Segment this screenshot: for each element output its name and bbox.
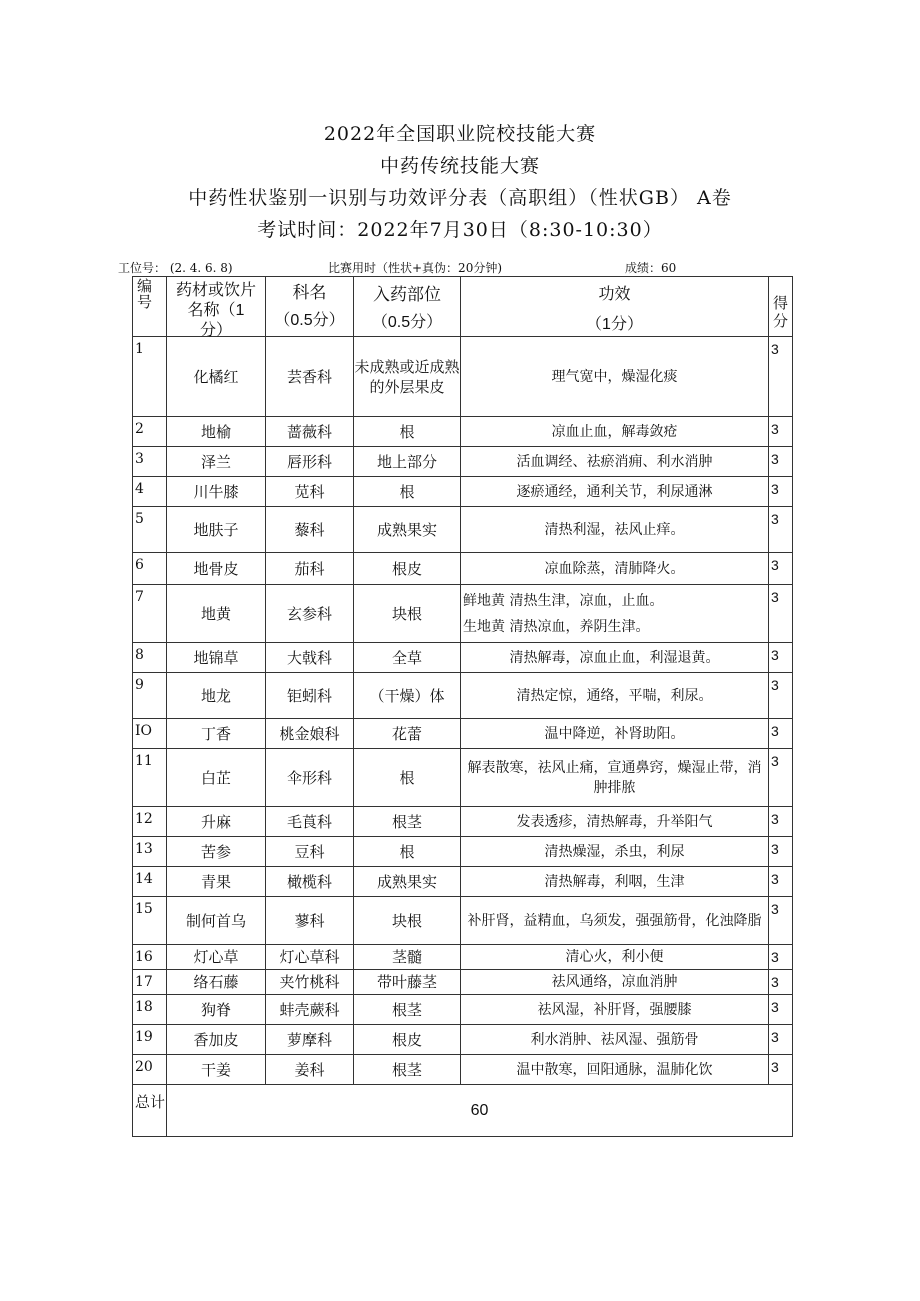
row-name: 香加皮 bbox=[167, 1025, 266, 1055]
row-score: 3 bbox=[769, 970, 793, 995]
row-effect-line: 温中降逆，补肾助阳。 bbox=[544, 725, 685, 742]
row-part: 块根 bbox=[354, 897, 461, 945]
table-row bbox=[133, 553, 793, 585]
row-score: 3 bbox=[769, 995, 793, 1025]
row-score: 3 bbox=[769, 749, 793, 807]
row-number: 15 bbox=[133, 897, 167, 945]
row-name: 制何首乌 bbox=[167, 897, 266, 945]
row-family: 橄榄科 bbox=[266, 867, 354, 897]
row-number: 12 bbox=[133, 807, 167, 837]
row-family: 萝摩科 bbox=[266, 1025, 354, 1055]
row-name: 川牛膝 bbox=[167, 477, 266, 507]
row-score: 3 bbox=[769, 477, 793, 507]
row-effect bbox=[461, 970, 769, 995]
table-row bbox=[133, 447, 793, 477]
total-label: 总计 bbox=[133, 1085, 167, 1137]
row-number: 6 bbox=[133, 553, 167, 585]
row-family: 大戟科 bbox=[266, 643, 354, 673]
row-part: 茎髓 bbox=[354, 945, 461, 970]
row-effect bbox=[461, 867, 769, 897]
row-number: 13 bbox=[133, 837, 167, 867]
row-effect-line: 解表散寒，祛风止痛，宣通鼻窍，燥湿止带，消肿排脓 bbox=[467, 759, 762, 796]
row-score: 3 bbox=[769, 417, 793, 447]
row-family: 玄参科 bbox=[266, 585, 354, 643]
row-effect bbox=[461, 585, 769, 643]
row-effect-line: 清热解毒，利咽，生津 bbox=[544, 873, 685, 890]
total-row bbox=[133, 1085, 793, 1137]
table-row bbox=[133, 719, 793, 749]
row-score: 3 bbox=[769, 867, 793, 897]
row-effect bbox=[461, 807, 769, 837]
competition-time: 比赛用时（性状+真伪：20分钟) bbox=[328, 261, 503, 275]
table-row bbox=[133, 337, 793, 417]
header-part: 入药部位 （0.5分） bbox=[354, 277, 461, 337]
row-number: IO bbox=[133, 719, 167, 749]
row-number: 16 bbox=[133, 945, 167, 970]
row-family: 桃金娘科 bbox=[266, 719, 354, 749]
table-row bbox=[133, 1055, 793, 1085]
row-part: 根皮 bbox=[354, 553, 461, 585]
row-score: 3 bbox=[769, 1055, 793, 1085]
row-family: 夹竹桃科 bbox=[266, 970, 354, 995]
row-name: 苦参 bbox=[167, 837, 266, 867]
row-score: 3 bbox=[769, 585, 793, 643]
title-competition: 2022年全国职业院校技能大赛 bbox=[323, 123, 597, 145]
row-effect bbox=[461, 507, 769, 553]
row-family: 蚌壳蕨科 bbox=[266, 995, 354, 1025]
row-effect-line: 发表透疹，清热解毒，升举阳气 bbox=[516, 813, 713, 830]
row-score: 3 bbox=[769, 643, 793, 673]
row-name: 地龙 bbox=[167, 673, 266, 719]
table-row bbox=[133, 945, 793, 970]
row-part: 根茎 bbox=[354, 1055, 461, 1085]
row-name: 地肤子 bbox=[167, 507, 266, 553]
table-row bbox=[133, 673, 793, 719]
row-effect bbox=[461, 553, 769, 585]
row-effect bbox=[461, 1055, 769, 1085]
row-part: 成熟果实 bbox=[354, 507, 461, 553]
row-effect bbox=[461, 719, 769, 749]
row-score: 3 bbox=[769, 673, 793, 719]
table-row bbox=[133, 867, 793, 897]
row-effect-line: 鲜地黄 清热生津，凉血，止血。 bbox=[463, 592, 664, 609]
row-name: 泽兰 bbox=[167, 447, 266, 477]
row-family: 伞形科 bbox=[266, 749, 354, 807]
row-score: 3 bbox=[769, 553, 793, 585]
row-effect-line: 祛风湿，补肝肾，强腰膝 bbox=[537, 1001, 692, 1018]
table-row bbox=[133, 417, 793, 447]
row-effect-line: 温中散寒，回阳通脉，温肺化饮 bbox=[516, 1061, 713, 1078]
scoring-table bbox=[132, 276, 793, 1137]
row-name: 青果 bbox=[167, 867, 266, 897]
row-effect bbox=[461, 1025, 769, 1055]
header-family: 科名 （0.5分） bbox=[266, 277, 354, 337]
row-effect-line: 生地黄 清热凉血，养阴生津。 bbox=[463, 618, 650, 635]
row-number: 2 bbox=[133, 417, 167, 447]
row-name: 地黄 bbox=[167, 585, 266, 643]
table-row bbox=[133, 749, 793, 807]
row-effect-line: 清心火，利小便 bbox=[565, 949, 664, 965]
row-effect-line: 清热解毒，凉血止血，利湿退黄。 bbox=[509, 649, 720, 666]
row-effect-line: 凉血除蒸，清肺降火。 bbox=[544, 560, 685, 577]
row-effect bbox=[461, 417, 769, 447]
row-name: 灯心草 bbox=[167, 945, 266, 970]
row-score: 3 bbox=[769, 897, 793, 945]
header-effect: 功效 （1分） bbox=[461, 277, 769, 337]
row-family: 钜蚓科 bbox=[266, 673, 354, 719]
row-name: 地榆 bbox=[167, 417, 266, 447]
table-row bbox=[133, 477, 793, 507]
row-family: 灯心草科 bbox=[266, 945, 354, 970]
header-score: 得分 bbox=[769, 277, 793, 337]
row-name: 化橘红 bbox=[167, 337, 266, 417]
row-part: 全草 bbox=[354, 643, 461, 673]
document-titles bbox=[0, 118, 920, 246]
row-family: 芸香科 bbox=[266, 337, 354, 417]
row-number: 7 bbox=[133, 585, 167, 643]
row-effect-line: 祛风通络，凉血消肿 bbox=[551, 974, 678, 990]
row-family: 茄科 bbox=[266, 553, 354, 585]
row-effect-line: 凉血止血，解毒敛疮 bbox=[551, 423, 678, 440]
row-number: 8 bbox=[133, 643, 167, 673]
row-effect-line: 逐瘀通经，通利关节，利尿通淋 bbox=[516, 483, 713, 500]
row-family: 唇形科 bbox=[266, 447, 354, 477]
row-name: 狗脊 bbox=[167, 995, 266, 1025]
row-family: 苋科 bbox=[266, 477, 354, 507]
row-score: 3 bbox=[769, 337, 793, 417]
table-row bbox=[133, 643, 793, 673]
row-effect bbox=[461, 337, 769, 417]
row-part: 根茎 bbox=[354, 807, 461, 837]
row-family: 毛莨科 bbox=[266, 807, 354, 837]
row-score: 3 bbox=[769, 807, 793, 837]
row-name: 白芷 bbox=[167, 749, 266, 807]
row-effect bbox=[461, 447, 769, 477]
row-name: 地骨皮 bbox=[167, 553, 266, 585]
row-name: 丁香 bbox=[167, 719, 266, 749]
row-part: 根 bbox=[354, 417, 461, 447]
row-effect bbox=[461, 995, 769, 1025]
row-score: 3 bbox=[769, 447, 793, 477]
table-row bbox=[133, 970, 793, 995]
row-family: 蓼科 bbox=[266, 897, 354, 945]
row-part: 成熟果实 bbox=[354, 867, 461, 897]
row-score: 3 bbox=[769, 507, 793, 553]
row-part: 根茎 bbox=[354, 995, 461, 1025]
table-row bbox=[133, 897, 793, 945]
row-part: 根皮 bbox=[354, 1025, 461, 1055]
row-number: 5 bbox=[133, 507, 167, 553]
row-score: 3 bbox=[769, 945, 793, 970]
total-value: 60 bbox=[167, 1085, 793, 1137]
row-family: 蔷薇科 bbox=[266, 417, 354, 447]
header-number: 编号 bbox=[133, 277, 167, 337]
row-part: 根 bbox=[354, 837, 461, 867]
row-number: 18 bbox=[133, 995, 167, 1025]
title-exam-time: 考试时间：2022年7月30日（8:30-10:30） bbox=[257, 219, 663, 241]
row-number: 20 bbox=[133, 1055, 167, 1085]
row-number: 9 bbox=[133, 673, 167, 719]
row-name: 升麻 bbox=[167, 807, 266, 837]
row-number: 14 bbox=[133, 867, 167, 897]
row-score: 3 bbox=[769, 837, 793, 867]
row-family: 藜科 bbox=[266, 507, 354, 553]
row-part: 地上部分 bbox=[354, 447, 461, 477]
row-effect-line: 清热燥湿，杀虫，利尿 bbox=[544, 843, 685, 860]
row-effect-line: 活血调经、祛瘀消痈、利水消肿 bbox=[516, 453, 713, 470]
row-part: 花蕾 bbox=[354, 719, 461, 749]
row-effect-line: 利水消肿、祛风湿、强筋骨 bbox=[530, 1031, 699, 1048]
row-part: （干燥）体 bbox=[354, 673, 461, 719]
table-row bbox=[133, 995, 793, 1025]
title-form: 中药性状鉴别一识别与功效评分表（高职组）（性状GB） A卷 bbox=[188, 187, 732, 209]
table-row bbox=[133, 585, 793, 643]
row-number: 17 bbox=[133, 970, 167, 995]
row-effect bbox=[461, 945, 769, 970]
final-score: 成绩：60 bbox=[625, 261, 677, 275]
row-number: 11 bbox=[133, 749, 167, 807]
row-number: 3 bbox=[133, 447, 167, 477]
table-row bbox=[133, 1025, 793, 1055]
row-part: 根 bbox=[354, 477, 461, 507]
row-effect-line: 补肝肾，益精血，乌须发，强强筋骨，化浊降脂 bbox=[467, 912, 762, 929]
row-effect-line: 清热利湿，祛风止痒。 bbox=[544, 521, 685, 538]
row-name: 络石藤 bbox=[167, 970, 266, 995]
table-row bbox=[133, 807, 793, 837]
title-event: 中药传统技能大赛 bbox=[379, 155, 540, 177]
row-family: 姜科 bbox=[266, 1055, 354, 1085]
row-effect-line: 清热定惊，通络，平喘，利尿。 bbox=[516, 687, 713, 704]
row-part: 未成熟或近成熟的外层果皮 bbox=[354, 337, 461, 417]
row-number: 4 bbox=[133, 477, 167, 507]
row-score: 3 bbox=[769, 719, 793, 749]
row-part: 根 bbox=[354, 749, 461, 807]
table-row bbox=[133, 507, 793, 553]
table-header-row bbox=[133, 277, 793, 337]
row-effect bbox=[461, 897, 769, 945]
row-number: 1 bbox=[133, 337, 167, 417]
table-body bbox=[133, 337, 793, 1085]
row-name: 干姜 bbox=[167, 1055, 266, 1085]
row-part: 块根 bbox=[354, 585, 461, 643]
row-score: 3 bbox=[769, 1025, 793, 1055]
header-name: 药材或饮片 名称（1 分） bbox=[167, 277, 266, 337]
row-effect-line: 理气宽中，燥湿化痰 bbox=[551, 368, 678, 385]
table-row bbox=[133, 837, 793, 867]
row-effect bbox=[461, 477, 769, 507]
row-effect bbox=[461, 749, 769, 807]
station-number: 工位号： (2. 4. 6. 8) bbox=[118, 261, 233, 275]
row-name: 地锦草 bbox=[167, 643, 266, 673]
row-number: 19 bbox=[133, 1025, 167, 1055]
row-part: 带叶藤茎 bbox=[354, 970, 461, 995]
row-effect bbox=[461, 837, 769, 867]
row-effect bbox=[461, 643, 769, 673]
row-family: 豆科 bbox=[266, 837, 354, 867]
row-effect bbox=[461, 673, 769, 719]
